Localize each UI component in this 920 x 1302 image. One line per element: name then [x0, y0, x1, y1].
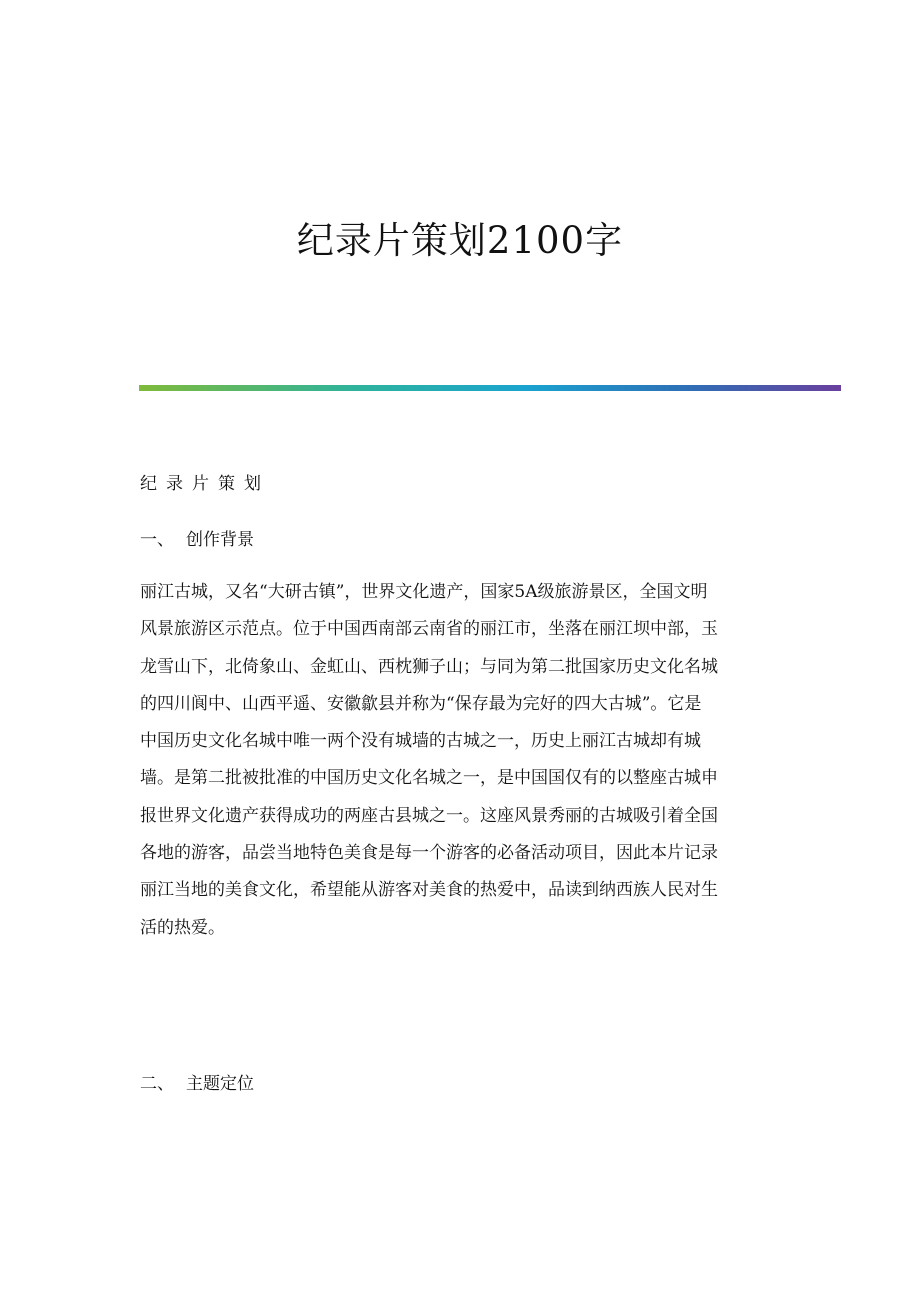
paragraph-line: 风景旅游区示范点。位于中国西南部云南省的丽江市，坐落在丽江坝中部，玉: [140, 619, 718, 640]
document-title: 纪录片策划2100字: [296, 219, 624, 262]
paragraph-line: 丽江古城，又名“大研古镇”，世界文化遗产，国家5A级旅游景区，全国文明: [140, 582, 708, 602]
paragraph-line: 的四川阆中、山西平遥、安徽歙县并称为“保存最为完好的四大古城”。它是: [140, 693, 702, 714]
section-number: 一、: [140, 530, 174, 550]
paragraph-line: 报世界文化遗产获得成功的两座古县城之一。这座风景秀丽的古城吸引着全国: [140, 805, 718, 826]
paragraph-line: 丽江当地的美食文化，希望能从游客对美食的热爱中，品读到纳西族人民对生: [140, 880, 718, 901]
paragraph-line: 龙雪山下，北倚象山、金虹山、西枕狮子山；与同为第二批国家历史文化名城: [140, 656, 718, 677]
document-subtitle: 纪录片策划: [140, 474, 270, 494]
section-heading-background: [140, 528, 254, 552]
section-heading-text: 主题定位: [186, 1074, 254, 1094]
paragraph-line: 活的热爱。: [140, 917, 225, 938]
section-number: 二、: [140, 1074, 174, 1094]
section-heading-text: 创作背景: [186, 530, 254, 550]
background-paragraph: [140, 580, 785, 953]
title-divider-rule: [139, 385, 841, 391]
paragraph-line: 中国历史文化名城中唯一两个没有城墙的古城之一，历史上丽江古城却有城: [140, 731, 701, 752]
paragraph-line: 墙。是第二批被批准的中国历史文化名城之一，是中国国仅有的以整座古城申: [140, 768, 718, 789]
paragraph-line: 各地的游客，品尝当地特色美食是每一个游客的必备活动项目，因此本片记录: [140, 843, 718, 864]
section-heading-theme: [140, 1072, 254, 1096]
